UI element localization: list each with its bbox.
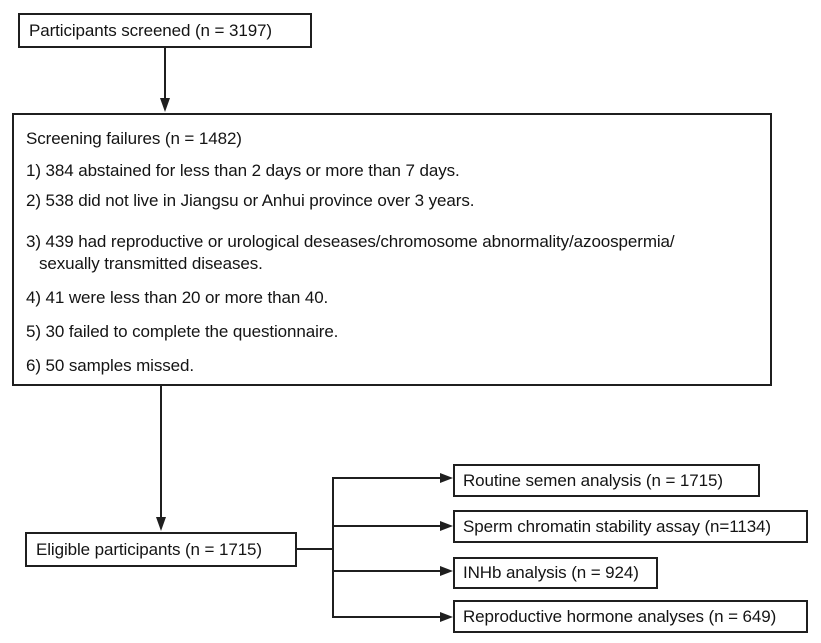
arrow-screened-to-failures-line [164,48,166,99]
screening-failure-item: 6) 50 samples missed. [26,356,194,375]
branch-arrow-head-icon [440,612,453,622]
reproductive-hormone-analyses-box [453,600,808,633]
screening-failures-box [12,113,772,386]
inhb-analysis-box [453,557,658,589]
screening-failure-item: 4) 41 were less than 20 or more than 40. [26,288,329,307]
screening-failure-item: 3) 439 had reproductive or urological deseases/chromosome abnormality/azoospermia/ [26,232,675,251]
branch-line [333,616,440,618]
branch-arrow-head-icon [440,521,453,531]
eligible-participants-label: Eligible participants (n = 1715) [36,539,262,559]
eligible-branch-stub-line [297,548,333,550]
branch-connector-line [332,477,334,618]
branch-arrow-head-icon [440,566,453,576]
branch-arrow-head-icon [440,473,453,483]
screening-failures-title: Screening failures (n = 1482) [26,129,242,148]
arrow-failures-to-eligible-head-icon [156,517,166,531]
routine-semen-analysis-box [453,464,760,497]
branch-line [333,525,440,527]
eligible-participants-box [25,532,297,567]
reproductive-hormone-analyses-label: Reproductive hormone analyses (n = 649) [463,606,777,626]
sperm-chromatin-stability-box [453,510,808,543]
participants-screened-box [18,13,312,48]
screening-failure-item: 2) 538 did not live in Jiangsu or Anhui province over 3 years. [26,191,475,210]
branch-line [333,570,440,572]
screening-failure-item: 1) 384 abstained for less than 2 days or more than 7 days. [26,161,460,180]
screening-failure-item-continuation: sexually transmitted diseases. [39,254,263,273]
screening-failure-item: 5) 30 failed to complete the questionnaire. [26,322,339,341]
participants-screened-label: Participants screened (n = 3197) [29,20,272,40]
routine-semen-analysis-label: Routine semen analysis (n = 1715) [463,470,723,490]
inhb-analysis-label: INHb analysis (n = 924) [463,563,639,582]
branch-line [333,477,440,479]
arrow-failures-to-eligible-line [160,386,162,518]
arrow-screened-to-failures-head-icon [160,98,170,112]
sperm-chromatin-stability-label: Sperm chromatin stability assay (n=1134) [463,516,771,536]
